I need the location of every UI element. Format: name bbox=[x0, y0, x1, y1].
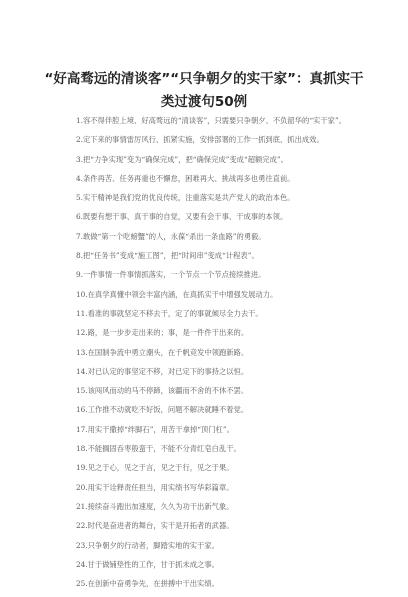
list-item: 3.把“力争实现”变为“确保完成”，把“确保完成”变成“超额完成”。 bbox=[76, 154, 288, 164]
list-item: 8.把“任务书”变成“施工图”，把“时间串”变成“计程表”。 bbox=[76, 251, 259, 261]
list-item: 20.用实干诠释责任担当，用实绩书写华彩篇章。 bbox=[76, 482, 234, 492]
list-item: 19.见之于心，见之于言，见之于行，见之于果。 bbox=[76, 463, 234, 473]
document-title-line-2: 类过渡句50例 bbox=[160, 94, 248, 110]
list-item: 4.条件再苦、任务再重也不懈怠，困难再大、挑战再多也勇往直前。 bbox=[76, 173, 295, 183]
list-item: 10.在真学真懂中领会丰富内涵，在真抓实干中增强发展动力。 bbox=[76, 289, 278, 299]
list-item: 2.定下来的事情雷厉风行、抓紧实施，安排部署的工作一抓到底、抓出成效。 bbox=[76, 135, 324, 145]
list-item: 18.不能搁固吞枣般蛮干，不能不分青红皂白乱干。 bbox=[76, 444, 241, 454]
list-item: 13.在国制争流中勇立潮头，在千帆竞发中领跑新路。 bbox=[76, 347, 249, 357]
list-item: 21.接续奋斗跑出加速度，久久为功干出新气象。 bbox=[76, 501, 234, 511]
list-item: 1.容不得伴腔上境、好高骛远的“清谈客”，只需要只争朝夕、不负韶华的“实干家”。 bbox=[76, 116, 346, 125]
list-item: 9.一件事情一件事情抓落实，一个节点一个节点接续推进。 bbox=[76, 270, 266, 280]
list-item: 22.时代是奋进者的舞台，实干是开拓者的武器。 bbox=[76, 521, 234, 531]
list-item: 7.敢做“第一个吃螃蟹”的人，永葆“杀出一条血路”的勇毅。 bbox=[76, 231, 266, 241]
list-item: 24.甘于做铺垫性的工作，甘于抓未成之事。 bbox=[76, 559, 219, 569]
document-title-line-1: “好高骛远的清谈客”“只争朝夕的实干家”：真抓实干 bbox=[44, 71, 364, 87]
list-item: 15.该闯风而动的马不停蹄，该疆而不舍的不休不罢。 bbox=[76, 386, 249, 396]
list-item: 11.看准的事就坚定不移去干，定了的事就倾尽全力去干。 bbox=[76, 308, 263, 318]
list-item: 16.工作推不动就吃不好饭，问题不解决就睡不着觉。 bbox=[76, 405, 249, 415]
list-item: 5.实干精神是我们党的优良传统，注重落实是共产党人的政治本色。 bbox=[76, 193, 295, 203]
list-item: 12.路，是一步步走出来的；事，是一件件干出来的。 bbox=[76, 328, 249, 338]
list-item: 25.在创新中奋勇争先，在拼搏中干出实绩。 bbox=[76, 579, 219, 589]
list-item: 14.对已认定的事坚定不移，对已定下的事持之以恒。 bbox=[76, 366, 249, 376]
list-item: 6.既要有想干事、真干事的自觉，又要有会干事、干成事的本领。 bbox=[76, 212, 288, 222]
list-item: 17.用实干撒掉“绊脚石”，用苦干拿掉“顶门杠”。 bbox=[76, 424, 234, 434]
list-item: 23.只争朝夕的行动者，脚踏实地的实干家。 bbox=[76, 540, 219, 550]
sentence-list bbox=[62, 115, 354, 597]
